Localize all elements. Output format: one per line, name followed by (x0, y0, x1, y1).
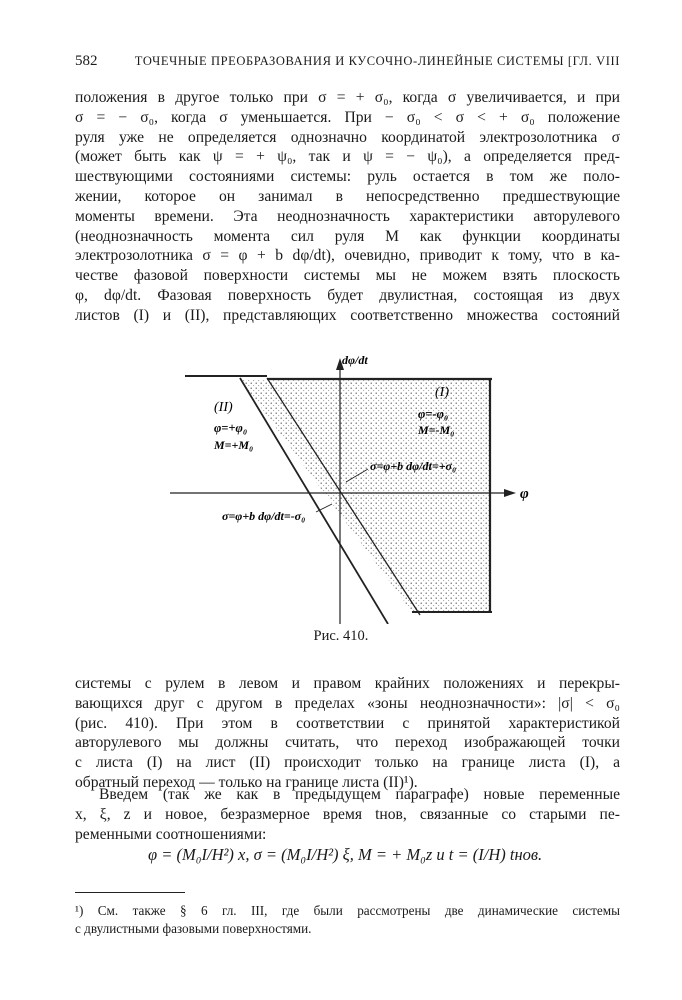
footnote-line: ¹) См. также § 6 гл. III, где были рассмотрены две динамические системы (75, 903, 620, 918)
text-line: Введем (так же как в предыдущем параграфе) новые переменные (99, 786, 620, 803)
text-line: (рис. 410). При этом в соответствии с принятой характеристикой (75, 714, 620, 732)
sheet-I-region (240, 379, 490, 612)
phase-surface-figure (170, 352, 540, 624)
page-number: 582 (75, 53, 98, 69)
sheet-I-label: (I) (435, 385, 449, 400)
text-line: φ, dφ/dt. Фазовая поверхность будет двулистная, состоящая из двух (75, 286, 620, 304)
text-line: (может быть как ψ = + ψ₀, так и ψ = − ψ₀), а определяется пред- (75, 148, 620, 166)
text-line: моменты времени. Эта неоднозначность характеристики авторулевого (75, 207, 620, 225)
x-axis-arrow (504, 489, 516, 497)
paragraph-2 (75, 674, 620, 793)
text-line: авторулевого мы должны считать, что переход изображающей точки (75, 734, 620, 752)
text-line: σ = − σ₀, когда σ уменьшается. При − σ₀ < σ < + σ₀ положение (75, 108, 620, 126)
sheet-I-m: M=-M₀ (418, 423, 455, 437)
paragraph-3 (75, 785, 620, 844)
text-line: ременными соотношениями: (75, 825, 267, 843)
label-sigma-minus: σ=φ+b dφ/dt=-σ₀ (222, 509, 306, 523)
text-line: шествующими состояниями системы: руль остается в том же поло- (75, 168, 620, 186)
text-line: электрозолотника σ = φ + b dφ/dt), очевидно, приводит к тому, что в ка- (75, 247, 620, 265)
text-line: системы с рулем в левом и правом крайних положениях и перекры- (75, 675, 620, 692)
text-line: x, ξ, z и новое, безразмерное время tнов, связанные со старыми пе- (75, 805, 620, 823)
text-line: жении, которое он занимал в непосредственно предшествующие (75, 187, 620, 205)
sheet-II-phi: φ=+φ₀ (214, 421, 248, 435)
axis-x-label: φ (520, 486, 529, 502)
text-line: с листа (I) на лист (II) происходит только на границе листа (I), а (75, 754, 620, 772)
running-header (75, 53, 620, 70)
text-line: руля уже не определяется однозначно координатой электрозолотника σ (75, 128, 620, 146)
formula: φ = (M₀I/H²) x, σ = (M₀I/H²) ξ, M = + M₀z и t = (I/H) tнов. (148, 845, 543, 864)
paragraph-1 (75, 88, 620, 326)
footnote (75, 902, 620, 937)
sheet-II-label: (II) (214, 400, 233, 415)
footnote-line: с двулистными фазовыми поверхностями. (75, 920, 312, 936)
text-line: вающихся друг с другом в пределах «зоны неоднозначности»: |σ| < σ₀ (75, 694, 620, 712)
axis-y-label: dφ/dt (342, 353, 368, 367)
text-line: обратный переход — только на границе листа (II)¹). (75, 773, 418, 791)
label-sigma-plus: σ=φ+b dφ/dt=+σ₀ (370, 459, 457, 473)
sheet-I-phi: φ=-φ₀ (418, 407, 449, 421)
sheet-II-m: M=+M₀ (214, 438, 254, 452)
text-line: листов (I) и (II), представляющих соответственно множества состояний (75, 306, 620, 324)
figure-caption: Рис. 410. (313, 628, 369, 644)
text-line: положения в другое только при σ = + σ₀, когда σ увеличивается, и при (75, 89, 620, 106)
text-line: (неоднозначность момента сил руля M как функции координаты (75, 227, 620, 245)
footnote-rule (75, 892, 185, 893)
running-title: ТОЧЕЧНЫЕ ПРЕОБРАЗОВАНИЯ И КУСОЧНО-ЛИНЕЙНЫЕ СИСТЕМЫ [ГЛ. VIII (134, 54, 620, 68)
text-line: честве фазовой поверхности системы мы не можем взять плоскость (75, 267, 620, 285)
